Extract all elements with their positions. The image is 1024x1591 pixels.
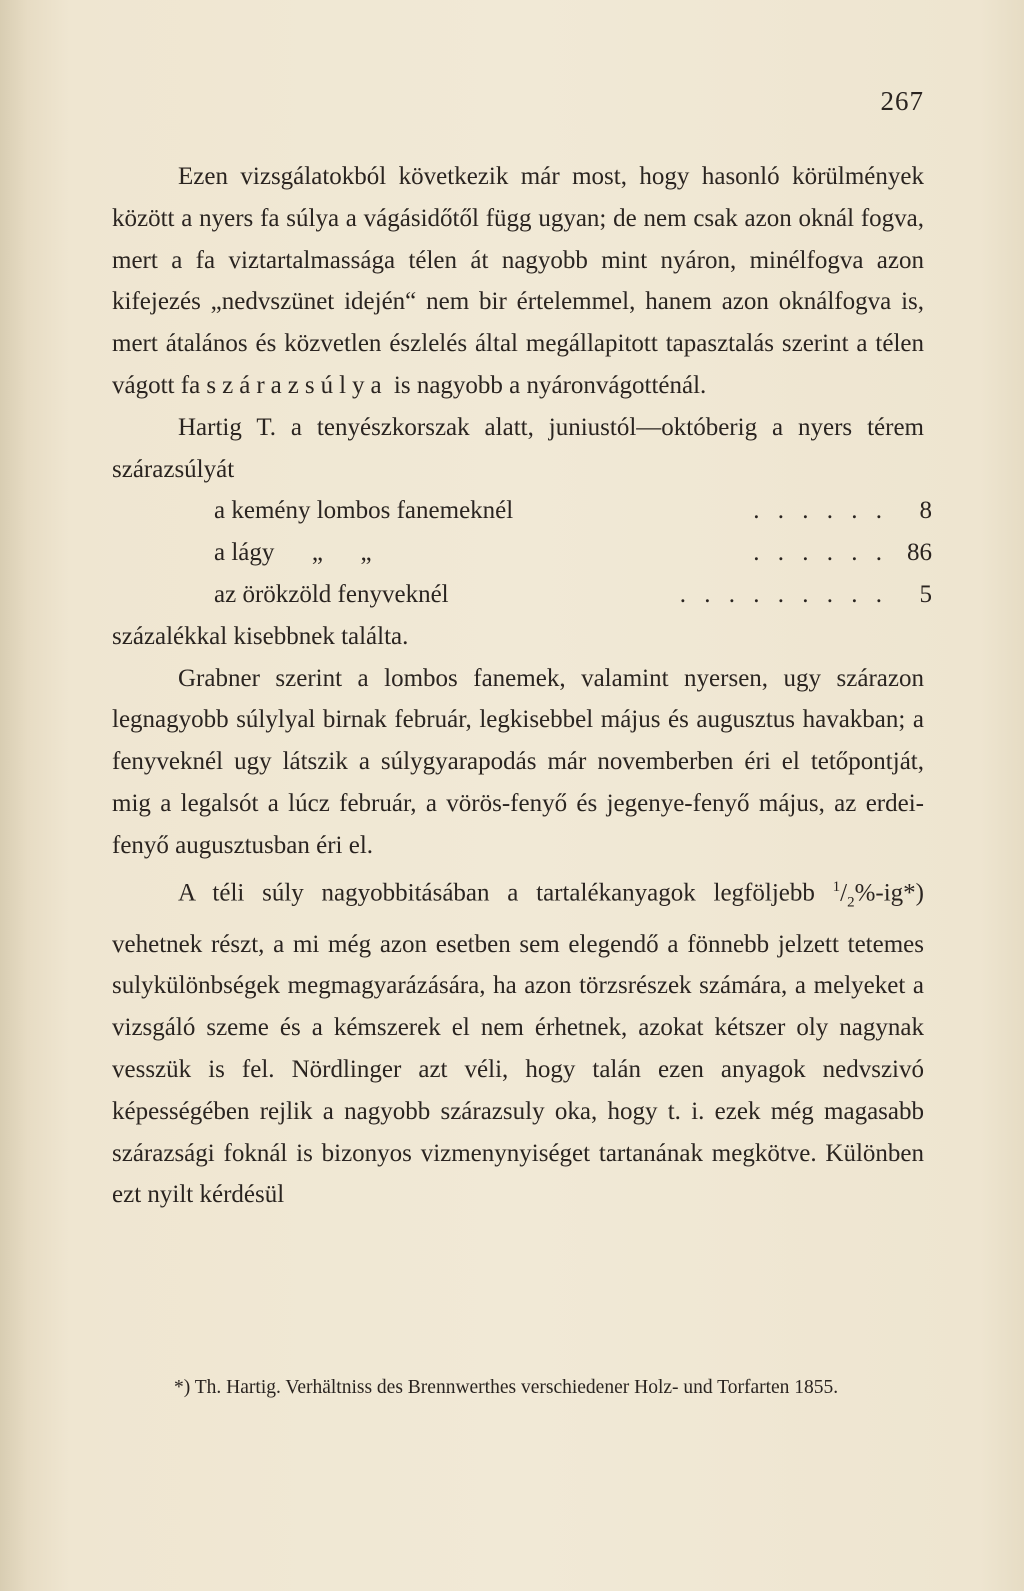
table-row-dots: . . . . . . — [753, 539, 888, 567]
table-row-dots: . . . . . . . . . — [679, 580, 888, 608]
footnote — [112, 1370, 924, 1406]
paragraph-1-text: Ezen vizsgálatokból következik már most, hogy hasonló körülmények között a nyers fa súlya a vágásidőtől függ ugyan; de nem csak azon oknál fogva, mert a fa viztartalmassága télen át nagyobb mint nyáron, minélfogva azon kifejezés „nedvszünet idején“ nem bir értelemmel, hanem azon oknálfogva is, mert átalános és közvetlen észlelés által megállapitott tapasztalás szerint a télen vágott fa — [112, 163, 924, 399]
percent-footnote-ref: %-ig*) — [854, 878, 924, 906]
fraction-numerator: 1 — [832, 878, 841, 895]
body-text — [112, 156, 932, 1216]
fraction-denominator: 2 — [847, 893, 855, 910]
table-row-dots: . . . . . . — [753, 497, 888, 525]
page-number: 267 — [880, 86, 924, 116]
table-row-value: 86 — [907, 539, 932, 567]
table-row — [214, 532, 932, 574]
footnote-text: *) Th. Hartig. Verhältniss des Brennwerthes verschiedener Holz- und Torfarten 1855. — [174, 1377, 839, 1398]
paragraph-1 — [112, 156, 924, 407]
paragraph-4-rest: vehetnek részt, a mi még azon esetben sem elegendő a fönnebb jelzett tetemes sulykülönbségek megmagyarázására, ha azon törzsrészek számára, a melyeket a vizsgáló szeme és a kémszerek el nem érhetnek, azokat kétszer oly nagynak vesszük is fel. Nördlinger azt véli, hogy talán ezen anyagok nedvszivó képességében rejlik a nagyobb szárazsuly oka, hogy t. i. ezek még magasabb szárazsági foknál is bizonyos vizmenynyiséget tartanának megkötve. Különben ezt nyilt kérdésül — [112, 930, 924, 1209]
table-row — [214, 574, 932, 616]
paragraph-2-end: százalékkal kisebbnek találta. — [112, 622, 409, 650]
paragraph-3: Grabner szerint a lombos fanemek, valamint nyersen, ugy szárazon legnagyobb súlylyal birnak február, legkisebbel május és augusztus havakban; a fenyveknél ugy látszik a súlygyarapodás már novemberben éri el tetőpontját, mig a legalsót a lúcz február, a vörös-fenyő és jegenye-fenyő május, az erdei-fenyő augusztusban éri el. — [112, 664, 924, 859]
paragraph-4-start: A téli súly nagyobbitásában a tartalékanyagok legföljebb — [178, 878, 815, 906]
table-row-label: az örökzöld fenyveknél — [214, 580, 449, 608]
table-row-label: a lágy „ „ — [214, 539, 372, 567]
table-row-label: a kemény lombos fanemeknél — [214, 497, 514, 525]
paragraph-1-end: is nagyobb a nyáronvágotténál. — [393, 371, 707, 399]
table-row-value: 5 — [919, 580, 932, 608]
paragraph-2: Hartig T. a tenyészkorszak alatt, juniustól—októberig a nyers térem szárazsúlyát — [112, 413, 924, 483]
paragraph-4: A téli súly nagyobbitásában a tartalékanyagok legföljebb $^1/_2\%-ig*$) vehetnek részt, a mi még azon esetben sem elegendő a fönnebb jelzett tetemes sulykülönbségek megmagyarázására, ha azon törzsrészek számára, a melyeket a vizsgáló szeme és a kémszerek el nem érhetnek, azokat kétszer oly nagynak vesszük is fel. Nördlinger azt véli, hogy talán ezen anyagok nedvszivó képességében rejlik a nagyobb szárazsuly oka, hogy t. i. ezek még magasabb szárazsági foknál is bizonyos vizmenynyiséget tartanának megkötve. Különben ezt nyilt kérdésül — [112, 878, 924, 1209]
spaced-word: szárazsúlya — [206, 371, 388, 399]
table-row-value: 8 — [919, 497, 932, 525]
table-row — [214, 490, 932, 532]
